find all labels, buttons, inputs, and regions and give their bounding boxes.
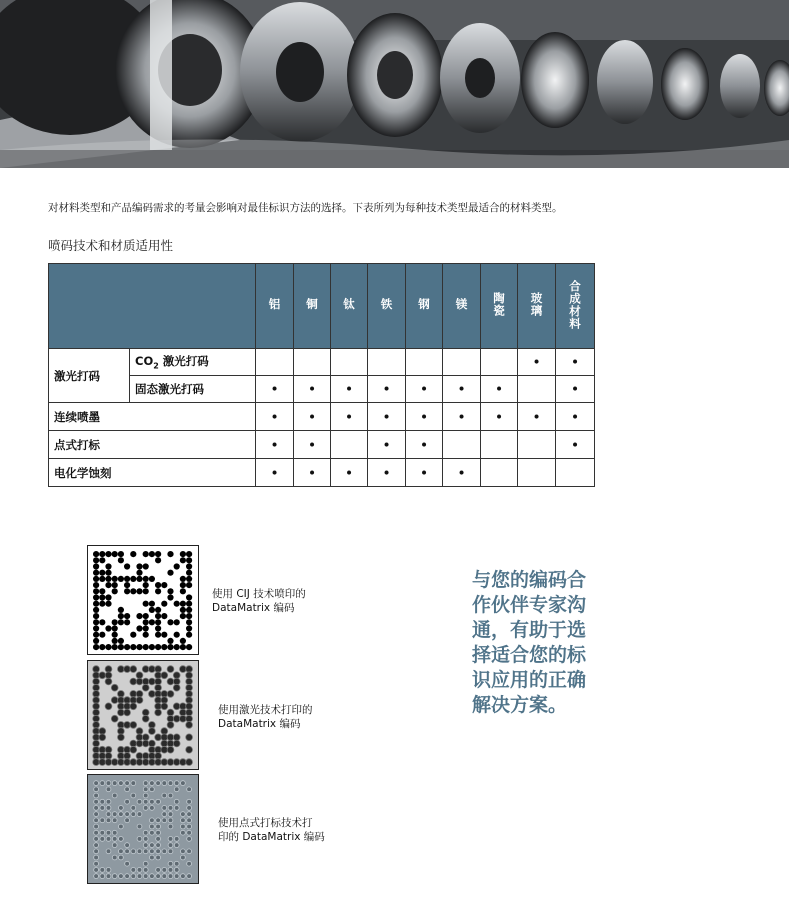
callout-line: 与您的编码合 [472,569,587,591]
mark-cell [294,349,331,376]
col-header-label: 镁 [454,298,469,311]
table-row [49,431,595,459]
datamatrix-dotpeen-pattern [88,775,198,883]
mark-cell: • [556,376,595,403]
callout-line: 识应用的正确 [472,669,587,691]
mark-cell [481,349,518,376]
callout-line: 解决方案。 [472,694,568,716]
mark-cell: • [256,376,294,403]
col-header [443,264,481,349]
col-header [481,264,518,349]
row-sublabel-suffix: 激光打码 [158,354,209,369]
mark-cell [481,459,518,487]
mark-cell: • [331,459,368,487]
datamatrix-cij-pattern [88,546,198,654]
row-label: 点式打标 [49,431,256,459]
col-header-label: 铜 [305,298,319,311]
mark-cell: • [481,376,518,403]
table-row [49,403,595,431]
caption-laser [218,703,313,731]
mark-cell: • [406,459,443,487]
callout-text [472,568,607,718]
col-header [368,264,406,349]
mark-cell: • [368,403,406,431]
mark-cell [518,431,556,459]
caption-line: 印的 DataMatrix 编码 [218,831,325,843]
mark-cell: • [331,403,368,431]
mark-cell: • [256,431,294,459]
table-row [49,349,595,376]
callout-line: 通，有助于选 [472,619,587,641]
table-row [49,376,595,403]
col-header-label: 钢 [417,298,431,311]
callout-line: 择适合您的标 [472,644,587,666]
row-sublabel: 固态激光打码 [130,376,256,403]
mark-cell: • [406,403,443,431]
mark-cell: • [331,376,368,403]
mark-cell [406,349,443,376]
caption-cij [212,587,306,615]
mark-cell: • [518,403,556,431]
mark-cell [443,349,481,376]
mark-cell: • [556,403,595,431]
caption-line: 使用 CIJ 技术喷印的 [212,588,306,600]
mark-cell [331,349,368,376]
mark-cell: • [294,431,331,459]
datamatrix-laser-pattern [88,661,198,769]
mark-cell [331,431,368,459]
row-sublabel-prefix: CO [135,354,154,369]
caption-line: 使用点式打标技术打 [218,817,313,829]
mark-cell: • [443,459,481,487]
mark-cell [368,349,406,376]
mark-cell: • [256,459,294,487]
header-blank-cell [49,264,256,349]
col-header-label: 合成材料 [568,279,582,330]
row-sublabel-sub: 2 [153,361,159,371]
datamatrix-cij-image [87,545,199,655]
mark-cell: • [443,376,481,403]
mark-cell: • [556,431,595,459]
caption-line: 使用激光技术打印的 [218,704,313,716]
mark-cell: • [368,459,406,487]
compatibility-table [48,263,595,487]
table-title: 喷码技术和材质适用性 [48,238,174,253]
col-header-label: 铁 [379,298,394,311]
col-header-label: 铝 [267,298,282,311]
mark-cell: • [294,376,331,403]
mark-cell [518,376,556,403]
mark-cell: • [294,403,331,431]
col-header [556,264,595,349]
mark-cell: • [368,431,406,459]
table-header-row [49,264,595,349]
col-header-label: 玻璃 [529,292,544,317]
mark-cell: • [368,376,406,403]
callout-line: 作伙伴专家沟 [472,594,587,616]
row-sublabel [130,349,256,376]
mark-cell: • [406,431,443,459]
mark-cell [481,431,518,459]
mark-cell: • [443,403,481,431]
col-header-label: 钛 [342,298,356,311]
mark-cell: • [556,349,595,376]
mark-cell: • [406,376,443,403]
col-header [256,264,294,349]
table-row [49,459,595,487]
datamatrix-laser-image [87,660,199,770]
mark-cell: • [518,349,556,376]
mark-cell [556,459,595,487]
caption-line: DataMatrix 编码 [212,602,295,614]
row-group-label: 激光打码 [49,349,130,403]
mark-cell [443,431,481,459]
col-header [406,264,443,349]
mark-cell: • [481,403,518,431]
mark-cell: • [294,459,331,487]
caption-line: DataMatrix 编码 [218,718,301,730]
header-photo-banner [0,0,789,168]
mark-cell: • [256,403,294,431]
row-label: 连续喷墨 [49,403,256,431]
datamatrix-dotpeen-image [87,774,199,884]
col-header [294,264,331,349]
mark-cell [256,349,294,376]
col-header [518,264,556,349]
row-label: 电化学蚀刻 [49,459,256,487]
col-header [331,264,368,349]
gear-photo [0,0,789,168]
intro-paragraph: 对材料类型和产品编码需求的考量会影响对最佳标识方法的选择。下表所列为每种技术类型最适合的材料类型。 [48,202,563,214]
col-header-label: 陶瓷 [492,292,506,317]
mark-cell [518,459,556,487]
caption-dotpeen [218,816,325,844]
